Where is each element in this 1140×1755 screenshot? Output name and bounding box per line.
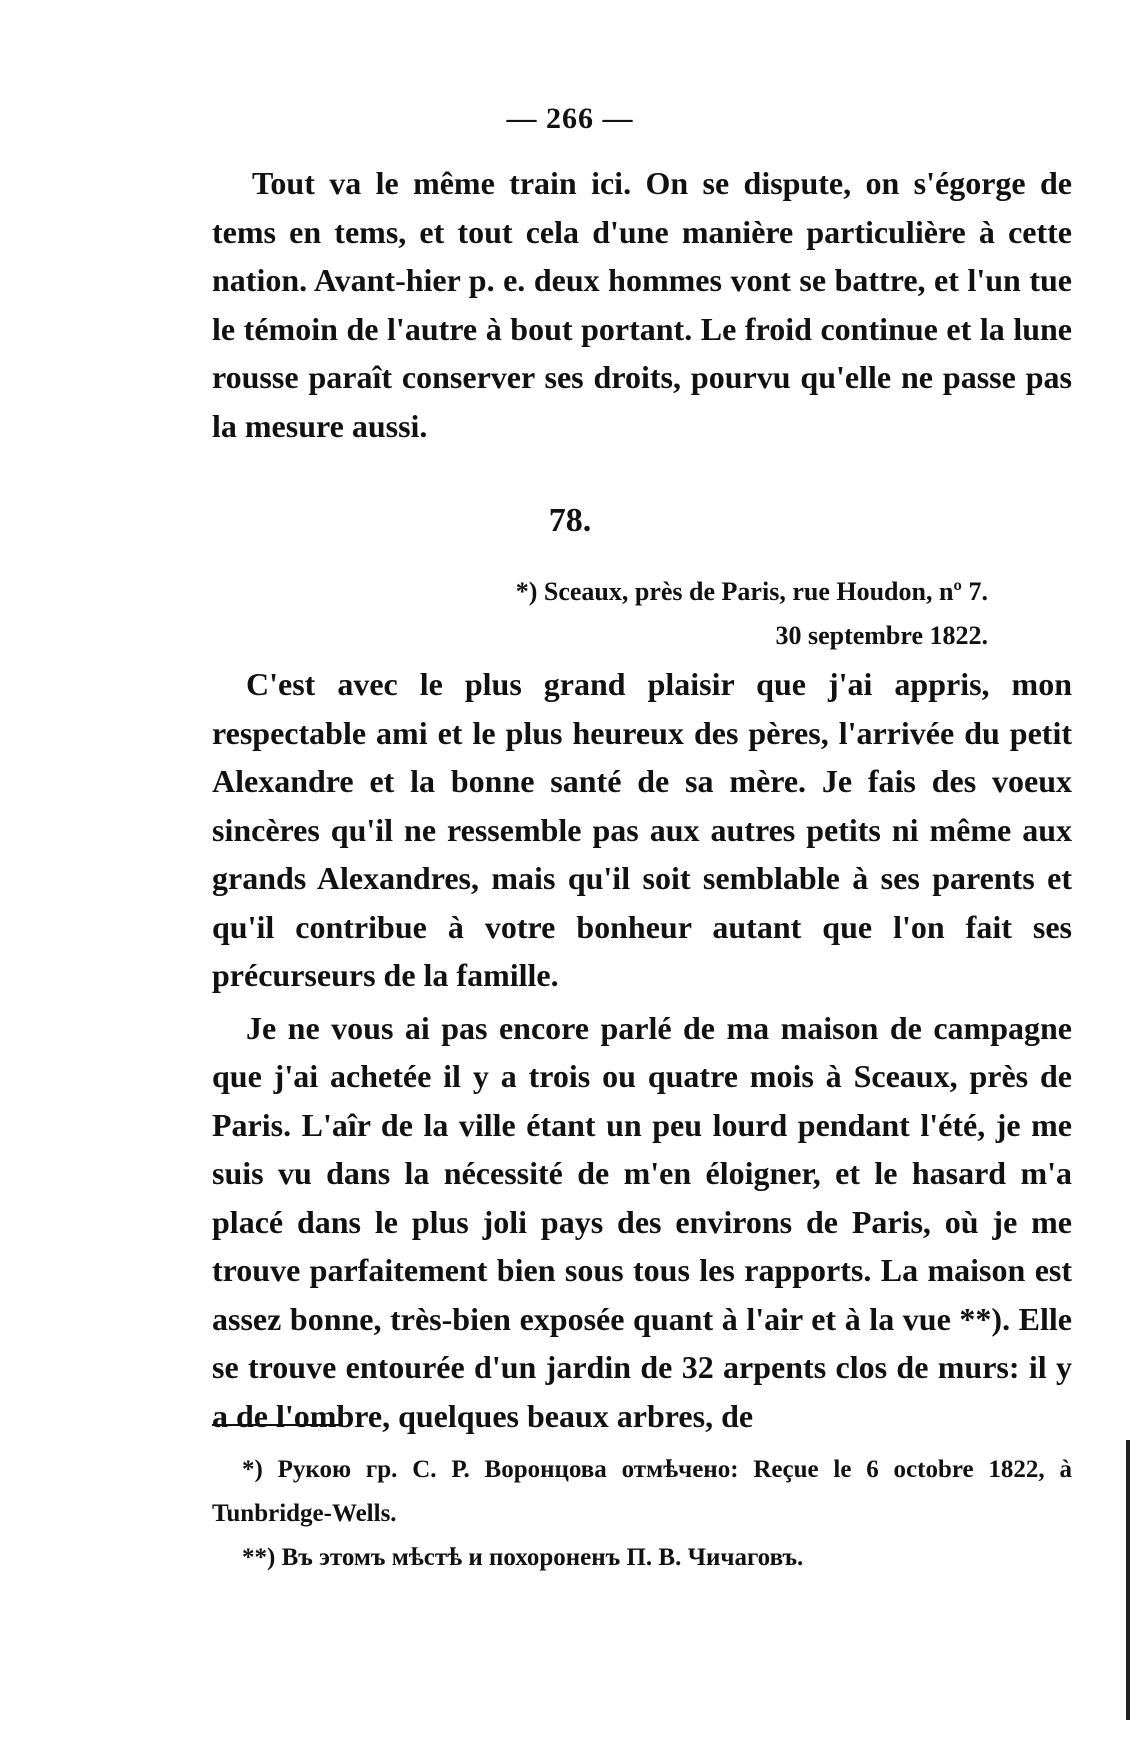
footnote: *) Рукою гр. С. Р. Воронцова отмѣчено: Reçue le 6 octobre 1822, à Tunbridge-Wells. (212, 1456, 1072, 1527)
letter-date: 30 septembre 1822. (775, 621, 988, 650)
footnotes (212, 1448, 1072, 1580)
letter-body (212, 660, 1072, 1440)
letter-heading (516, 570, 988, 658)
letter-address: *) Sceaux, près de Paris, rue Houdon, nº 7. (515, 577, 988, 606)
letter-number: 78. (548, 502, 592, 539)
page-number: — 266 — (506, 102, 634, 135)
paragraph: Tout va le même train ici. On se dispute, on s'égorge de tems en tems, et tout cela d'une manière particulière à cette nation. Avant-hier p. e. deux hommes vont se battre, et l'un tue le témoin de l'autre à bout portant. Le froid continue et la lune rousse paraît conserver ses droits, pourvu qu'elle ne passe pas la mesure aussi. (212, 165, 1072, 444)
previous-letter-ending (212, 159, 1072, 450)
footnote-divider (212, 1424, 340, 1426)
page-edge-mark (1126, 1440, 1130, 1720)
footnote: **) Въ этомъ мѣстѣ и похороненъ П. В. Чичаговъ. (242, 1544, 804, 1571)
paragraph: Je ne vous ai pas encore parlé de ma maison de campagne que j'ai achetée il y a trois ou quatre mois à Sceaux, près de Paris. L'aîr de la ville étant un peu lourd pendant l'été, je me suis vu dans la nécessité de m'en éloigner, et le hasard m'a placé dans le plus joli pays des environs de Paris, où je me trouve parfaitement bien sous tous les rapports. La maison est assez bonne, très-bien exposée quant à l'air et à la vue **). Elle se trouve entourée d'un jardin de 32 arpents clos de murs: il y a de l'ombre, quelques beaux arbres, de (212, 1009, 1072, 1434)
paragraph: C'est avec le plus grand plaisir que j'ai appris, mon respectable ami et le plus heureux des pères, l'arrivée du petit Alexandre et la bonne santé de sa mère. Je fais des voeux sincères qu'il ne ressemble pas aux autres petits ni même aux grands Alexandres, mais qu'il soit semblable à ses parents et qu'il contribue à votre bonheur autant que l'on fait ses précurseurs de la famille. (212, 666, 1072, 993)
